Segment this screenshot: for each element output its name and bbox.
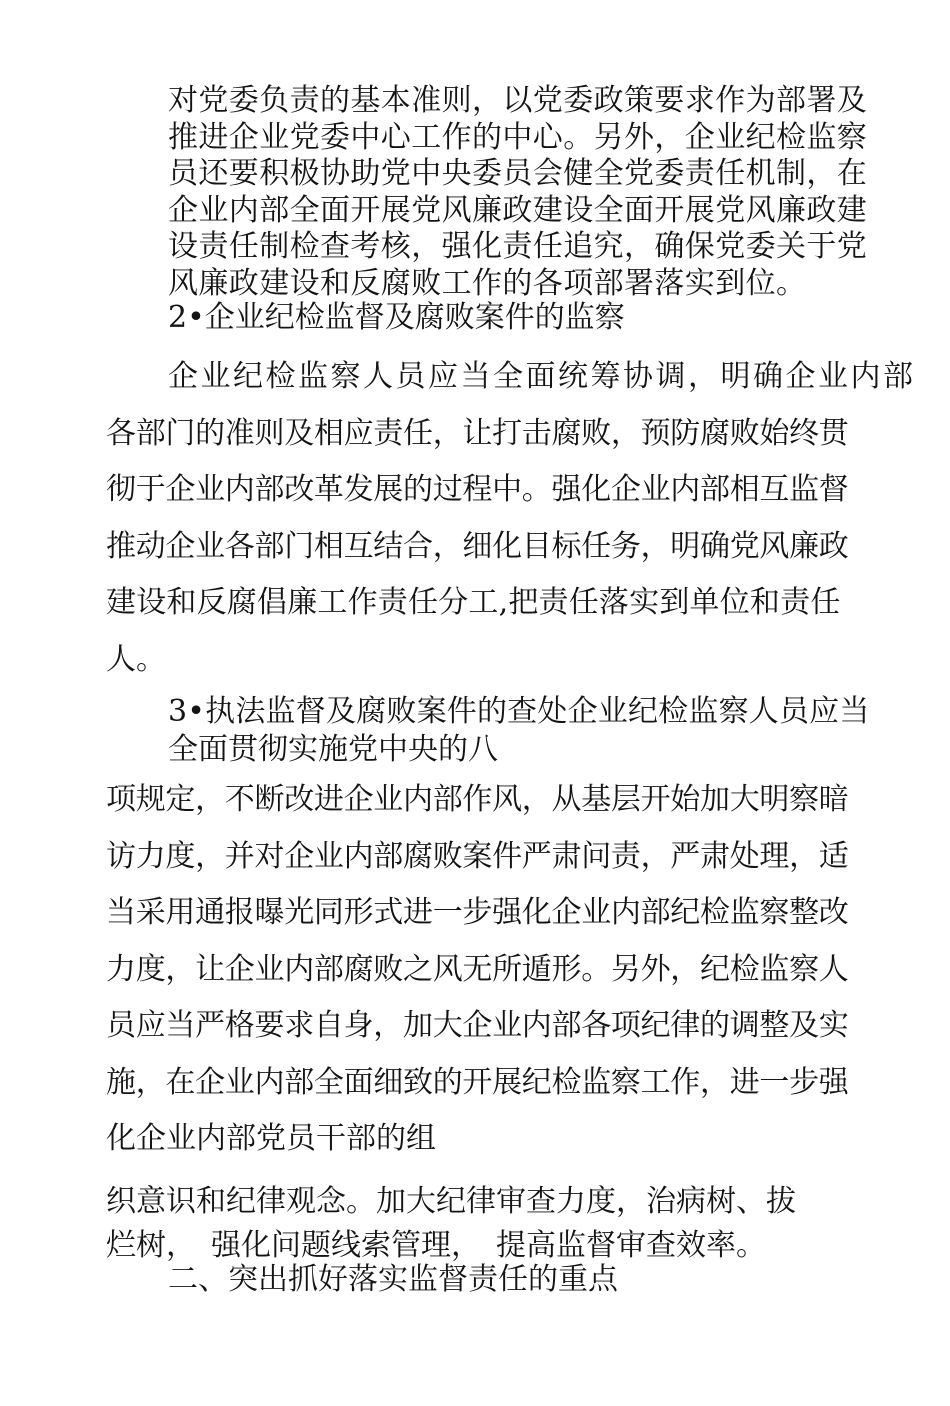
section-heading-2 — [168, 299, 848, 337]
text-line: 企业内部全面开展党风廉政建设全面开展党风廉政建 — [168, 192, 868, 228]
text-line: 彻于企业内部改革发展的过程中。强化企业内部相互监督 — [106, 472, 849, 507]
text-line: 项规定，不断改进企业内部作风，从基层开始加大明察暗 — [106, 782, 849, 817]
text-line: 施，在企业内部全面细致的开展纪检监察工作，进一步强 — [106, 1064, 849, 1100]
text-line: 访力度，并对企业内部腐败案件严肃问责，严肃处理，适 — [106, 838, 849, 874]
text-line: 员应当严格要求自身，加大企业内部各项纪律的调整及实 — [106, 1008, 849, 1043]
paragraph-discipline — [106, 1176, 851, 1265]
paragraph-party-committee — [168, 83, 868, 302]
text-line: 各部门的准则及相应责任，让打击腐败，预防腐败始终贯 — [106, 415, 849, 451]
heading-line: 3•执法监督及腐败案件的查处企业纪检监察人员应当 — [168, 694, 870, 729]
text-line: 当采用通报曝光同形式进一步强化企业内部纪检监察整改 — [106, 895, 849, 930]
paragraph-supervision — [106, 349, 916, 688]
paragraph-enforcement — [106, 772, 851, 1168]
heading-line: 二、突出抓好落实监督责任的重点 — [168, 1262, 618, 1297]
text-line: 风廉政建设和反腐败工作的各项部署落实到位。 — [168, 265, 807, 301]
text-line: 人。 — [106, 641, 166, 677]
text-line: 织意识和纪律观念。加大纪律审查力度，治病树、拔 — [106, 1184, 796, 1219]
text-line: 烂树， 强化问题线索管理， 提高监督审查效率。 — [106, 1228, 766, 1263]
heading-line: 2•企业纪检监督及腐败案件的监察 — [168, 300, 625, 335]
text-line: 企业纪检监察人员应当全面统筹协调，明确企业内部 — [168, 359, 916, 394]
text-line: 力度，让企业内部腐败之风无所遁形。另外，纪检监察人 — [106, 951, 849, 987]
text-line: 建设和反腐倡廉工作责任分工,把责任落实到单位和责任 — [106, 585, 841, 620]
text-line: 设责任制检查考核，强化责任追究，确保党委关于党 — [168, 229, 868, 264]
heading-line: 全面贯彻实施党中央的八 — [168, 732, 498, 767]
text-line: 员还要积极协助党中央委员会健全党委责任机制，在 — [168, 156, 868, 191]
text-line: 对党委负责的基本准则，以党委政策要求作为部署及 — [168, 83, 868, 118]
text-line: 推动企业各部门相互结合，细化目标任务，明确党风廉政 — [106, 528, 849, 564]
text-line: 推进企业党委中心工作的中心。另外，企业纪检监察 — [168, 119, 868, 155]
section-heading-3 — [168, 693, 870, 769]
text-line: 化企业内部党员干部的组 — [106, 1121, 436, 1156]
section-heading-two — [168, 1261, 848, 1299]
